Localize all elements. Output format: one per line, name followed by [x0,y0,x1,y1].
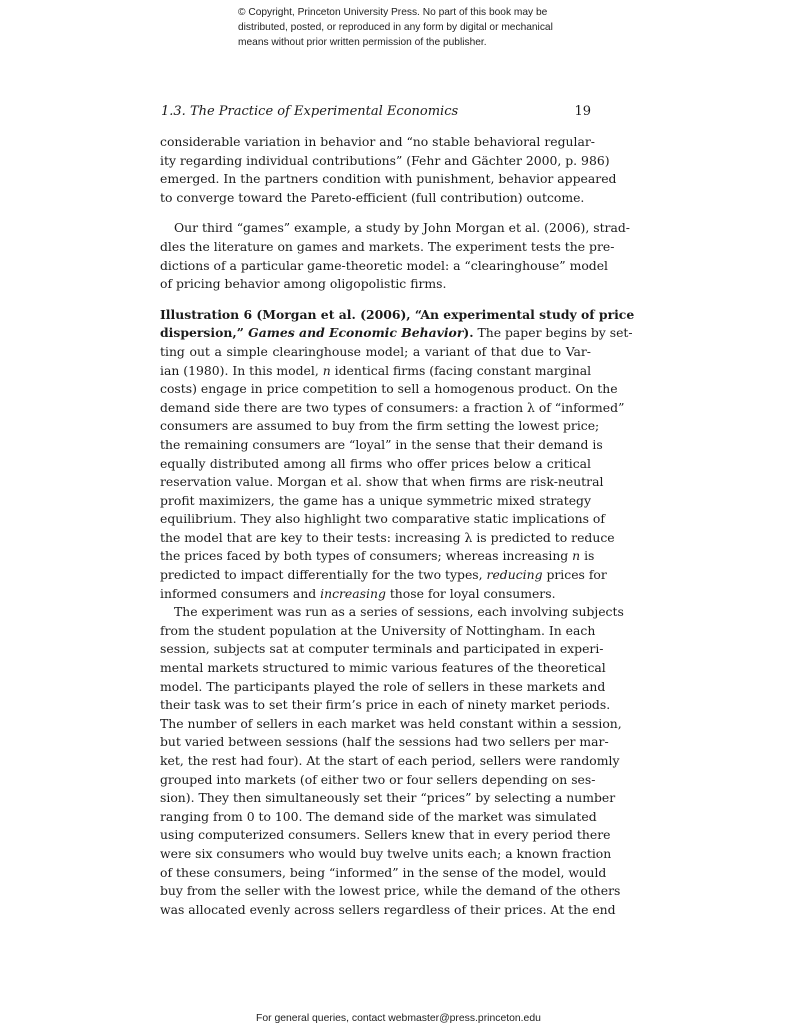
copyright-line: means without prior written permission of the publisher. [238,37,487,48]
text-line: ting out a simple clearinghouse model; a variant of that due to Var- [160,343,591,359]
text-line: profit maximizers, the game has a unique symmetric mixed strategy [160,492,591,508]
page-number: 19 [574,104,591,119]
running-title: 1.3. The Practice of Experimental Economics [161,104,459,119]
math-n: n [572,548,581,564]
text-line: of these consumers, being “informed” in the sense of the model, would [160,864,607,880]
text-line: buy from the seller with the lowest price, while the demand of the others [160,883,621,899]
paragraph-1 [160,133,617,207]
text-line: dles the literature on games and markets. The experiment tests the pre- [160,238,615,254]
text-line: dictions of a particular game-theoretic model: a “clearinghouse” model [160,257,609,273]
text-line: ian (1980). In this model, n identical firms (facing constant marginal [160,362,592,378]
copyright-line: © Copyright, Princeton University Press. No part of this book may be [238,7,548,18]
text-line: grouped into markets (of either two or four sellers depending on ses- [160,771,596,787]
emphasis: increasing [320,585,386,601]
text-line: the remaining consumers are “loyal” in the sense that their demand is [160,436,603,452]
footer-contact: For general queries, contact webmaster@press.princeton.edu [256,1013,541,1024]
text-line: The experiment was run as a series of sessions, each involving subjects [174,604,624,620]
math-n: n [322,362,331,378]
body-text [160,133,635,919]
text-line: emerged. In the partners condition with punishment, behavior appeared [160,171,617,187]
emphasis: reducing [486,567,543,583]
text-line: model. The participants played the role of sellers in these markets and [160,678,606,694]
text-line: costs) engage in price competition to sell a homogenous product. On the [160,381,618,397]
running-head [161,104,591,122]
text-line: mental markets structured to mimic various features of the theoretical [160,660,606,676]
text-line: consumers are assumed to buy from the firm setting the lowest price; [160,418,600,434]
copyright-line: distributed, posted, or reproduced in any form by digital or mechanical [238,22,553,33]
text-line: from the student population at the University of Nottingham. In each [160,622,596,638]
text-line: equilibrium. They also highlight two comparative static implications of [160,511,605,527]
text-line: ket, the rest had four). At the start of each period, sellers were randomly [160,753,620,768]
text-line: sion). They then simultaneously set their “prices” by selecting a number [160,790,616,806]
text-line: their task was to set their firm’s price in each of ninety market periods. [160,697,611,713]
paragraph-4 [160,603,624,919]
copyright-notice [238,5,568,50]
text-line [160,324,633,343]
text-line: informed consumers and increasing those for loyal consumers. [160,585,556,601]
illustration-heading: dispersion,” [160,325,249,341]
text-line: using computerized consumers. Sellers knew that in every period there [160,827,611,843]
text-line: of pricing behavior among oligopolistic firms. [160,276,447,292]
paragraph-2 [160,219,630,293]
text-line: was allocated evenly across sellers regardless of their prices. At the end [160,901,616,917]
text-line: predicted to impact differentially for the two types, reducing prices for [160,567,607,583]
text-line: were six consumers who would buy twelve units each; a known fraction [160,845,612,861]
journal-title: Games and Economic Behavior [248,325,464,341]
text-line: ranging from 0 to 100. The demand side of the market was simulated [160,808,597,824]
illustration-heading: Illustration 6 (Morgan et al. (2006), “An experimental study of price [160,306,635,322]
text-line: but varied between sessions (half the sessions had two sellers per mar- [160,734,609,750]
text-span: The paper begins by set- [473,325,633,341]
text-line: to converge toward the Pareto-efficient (full contribution) outcome. [160,189,585,205]
illustration-heading: ). [463,325,474,341]
text-line: The number of sellers in each market was held constant within a session, [160,715,622,731]
text-line: ity regarding individual contributions” (Fehr and Gächter 2000, p. 986) [160,152,610,168]
text-line: the model that are key to their tests: increasing λ is predicted to reduce [160,529,615,545]
illustration-6 [160,306,635,604]
text-line: reservation value. Morgan et al. show that when firms are risk-neutral [160,474,604,490]
text-line: considerable variation in behavior and “no stable behavioral regular- [160,134,595,149]
text-line: demand side there are two types of consumers: a fraction λ of “informed” [160,399,625,415]
text-line: the prices faced by both types of consumers; whereas increasing n is [160,548,595,564]
text-line: session, subjects sat at computer terminals and participated in experi- [160,641,604,657]
text-line: equally distributed among all firms who offer prices below a critical [160,455,591,471]
text-line: Our third “games” example, a study by John Morgan et al. (2006), strad- [174,220,630,236]
